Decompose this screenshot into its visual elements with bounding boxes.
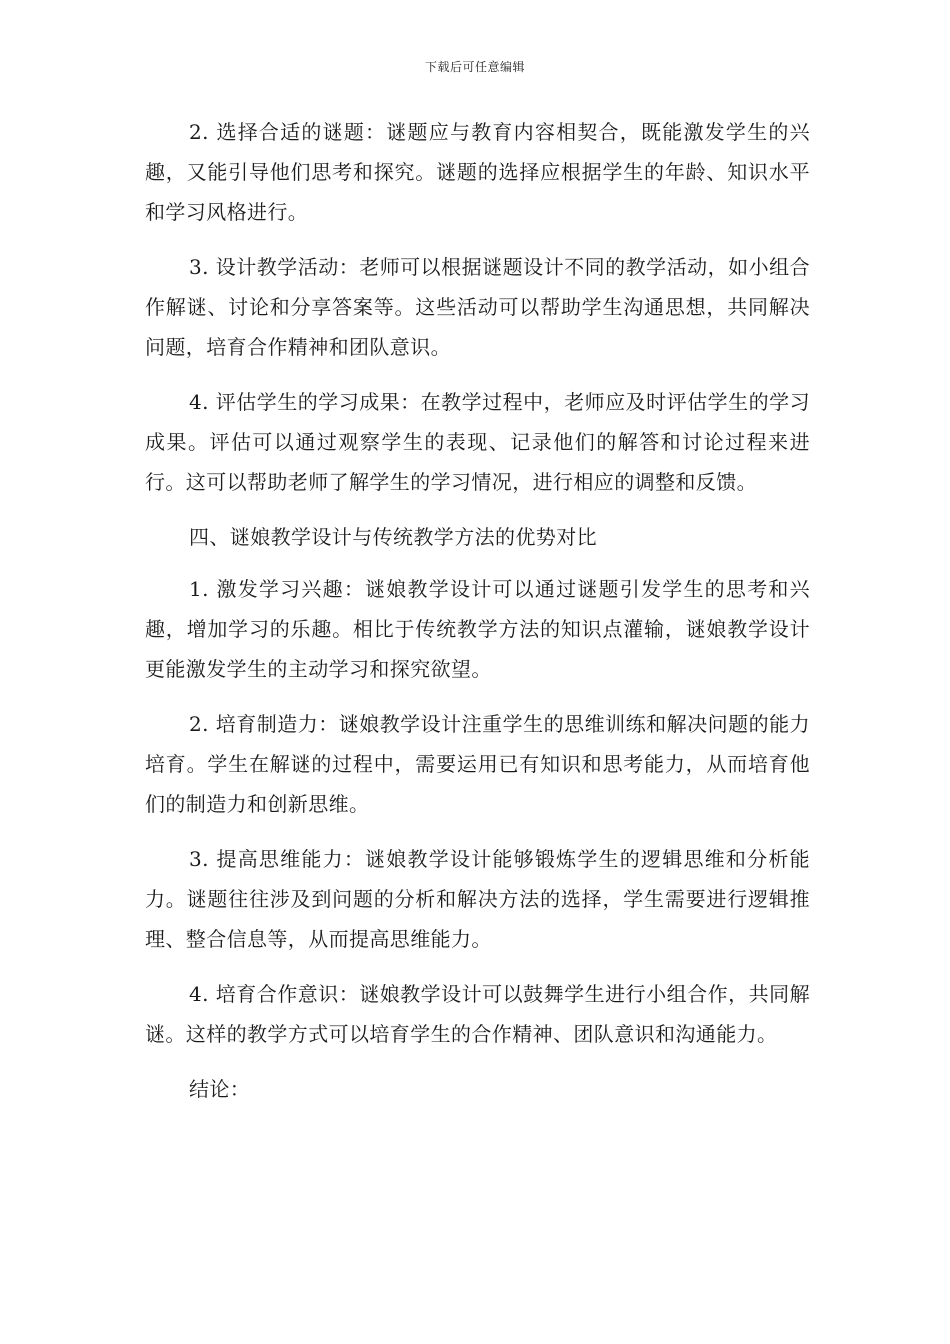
section-heading-comparison: 四、谜娘教学设计与传统教学方法的优势对比 (189, 525, 597, 549)
paragraph-creativity: 2. 培育制造力：谜娘教学设计注重学生的思维训练和解决问题的能力培育。学生在解谜的过程中，需要运用已有知识和思考能力，从而培育他们的制造力和创新思维。 (145, 712, 810, 816)
header-note: 下载后可任意编辑 (424, 60, 525, 74)
paragraph-thinking-ability: 3. 提高思维能力：谜娘教学设计能够锻炼学生的逻辑思维和分析能力。谜题往往涉及到问题的分析和解决方法的选择，学生需要进行逻辑推理、整合信息等，从而提高思维能力。 (145, 847, 810, 951)
paragraph-assess-outcomes: 4. 评估学生的学习成果：在教学过程中，老师应及时评估学生的学习成果。评估可以通过观察学生的表现、记录他们的解答和讨论过程来进行。这可以帮助老师了解学生的学习情况，进行相应的调整和反馈。 (145, 390, 810, 494)
paragraph-design-activities: 3. 设计教学活动：老师可以根据谜题设计不同的教学活动，如小组合作解谜、讨论和分享答案等。这些活动可以帮助学生沟通思想，共同解决问题，培育合作精神和团队意识。 (145, 255, 810, 359)
paragraph-stimulate-interest: 1. 激发学习兴趣：谜娘教学设计可以通过谜题引发学生的思考和兴趣，增加学习的乐趣。相比于传统教学方法的知识点灌输，谜娘教学设计更能激发学生的主动学习和探究欲望。 (145, 577, 810, 681)
paragraph-cooperation: 4. 培育合作意识：谜娘教学设计可以鼓舞学生进行小组合作，共同解谜。这样的教学方式可以培育学生的合作精神、团队意识和沟通能力。 (145, 982, 810, 1046)
document-body (145, 112, 810, 1121)
section-heading-conclusion: 结论： (189, 1077, 251, 1101)
paragraph-choose-riddles: 2. 选择合适的谜题：谜题应与教育内容相契合，既能激发学生的兴趣，又能引导他们思考和探究。谜题的选择应根据学生的年龄、知识水平和学习风格进行。 (145, 120, 810, 224)
